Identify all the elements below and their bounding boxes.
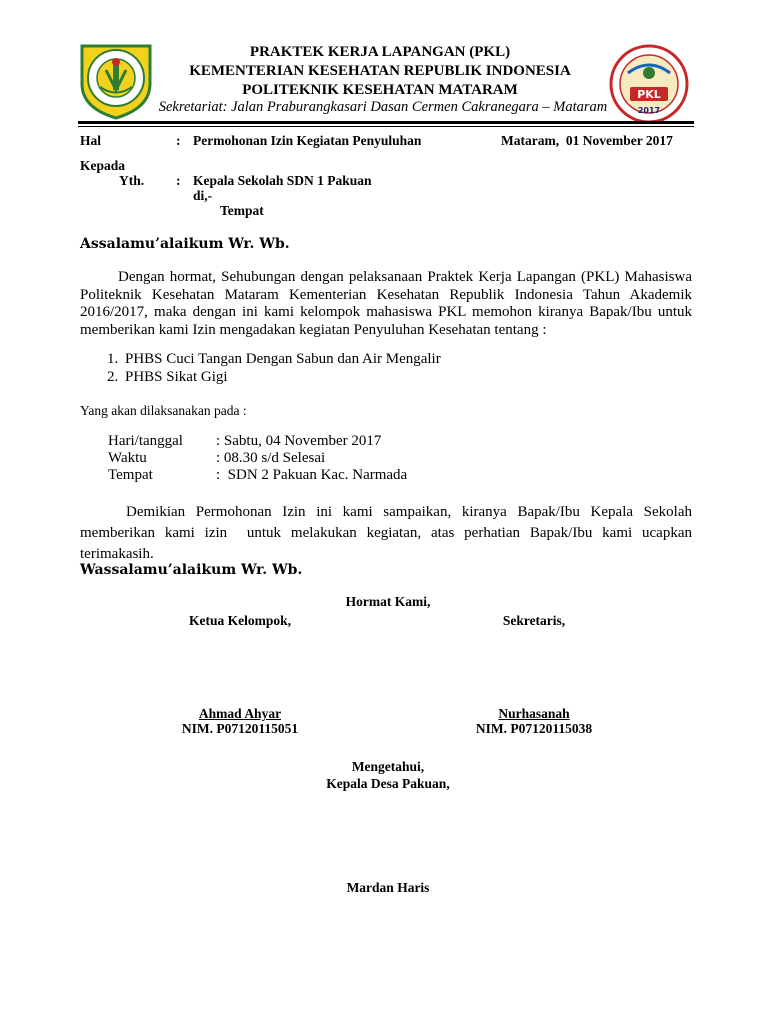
body-paragraph-1: [80, 269, 692, 339]
body-paragraph-2: [80, 502, 696, 565]
header-line-kemenkes: KEMENTERIAN KESEHATAN REPUBLIK INDONESIA: [189, 63, 571, 79]
schedule-label-place: Tempat: [108, 467, 153, 483]
left-signer-nim: NIM. P07120115051: [181, 721, 299, 736]
poltekkes-mataram-logo: [78, 40, 154, 120]
header-secretariat-address: Sekretariat: Jalan Praburangkasari Dasan Cermen Cakranegara – Mataram: [158, 99, 608, 115]
kades-title: Kepala Desa Pakuan,: [326, 776, 450, 791]
hal-label: Hal: [80, 133, 102, 148]
yth-label: Yth.: [119, 173, 145, 188]
schedule-intro: Yang akan dilaksanakan pada :: [80, 403, 247, 418]
schedule-value-date: : Sabtu, 04 November 2017: [216, 433, 382, 449]
kades-name: Mardan Haris: [346, 880, 430, 895]
header-line-poltekkes: POLITEKNIK KESEHATAN MATARAM: [242, 82, 518, 98]
schedule-label-time: Waktu: [108, 450, 147, 466]
svg-text:PKL: PKL: [637, 88, 661, 101]
closing: Wassalamu’alaikum Wr. Wb.: [80, 562, 303, 578]
left-signer-name: Ahmad Ahyar: [198, 706, 282, 721]
header-rule-thin: [78, 126, 694, 127]
topic-1-number: 1.: [107, 351, 119, 367]
recipient-tempat: Tempat: [220, 203, 264, 218]
schedule-label-date: Hari/tanggal: [108, 433, 183, 449]
left-signer-title: Ketua Kelompok,: [188, 613, 291, 628]
right-signer-name: Nurhasanah: [498, 706, 570, 721]
recipient: Kepala Sekolah SDN 1 Pakuan: [193, 173, 372, 188]
body-paragraph-1-text: Dengan hormat, Sehubungan dengan pelaksanaan Praktek Kerja Lapangan (PKL) Mahasiswa Politeknik Kesehatan Mataram Kementerian Kesehatan Republik Indonesia Tahun Akademik 2016/2017, maka dengan ini kami kelompok mahasiswa PKL memohon kiranya Bapak/Ibu untuk memberikan kami Izin mengadakan kegiatan Penyuluhan Kesehatan tentang :: [80, 269, 692, 338]
header-line-pkl: PRAKTEK KERJA LAPANGAN (PKL): [249, 44, 511, 60]
topic-1-text: PHBS Cuci Tangan Dengan Sabun dan Air Mengalir: [125, 351, 441, 367]
right-signer-title: Sekretaris,: [502, 613, 566, 628]
schedule-value-place: : SDN 2 Pakuan Kac. Narmada: [216, 467, 408, 483]
pkl-2017-logo: [608, 43, 690, 125]
body-paragraph-2-text: Demikian Permohonan Izin ini kami sampaikan, kiranya Bapak/Ibu Kepala Sekolah memberikan kami izin untuk melakukan kegiatan, atas perhatian Bapak/Ibu kami ucapkan terimakasih.: [80, 504, 696, 562]
hal-value: Permohonan Izin Kegiatan Penyuluhan: [193, 133, 422, 148]
schedule-value-time: : 08.30 s/d Selesai: [216, 450, 326, 466]
kepada-label: Kepada: [80, 158, 126, 173]
place-date: Mataram, 01 November 2017: [501, 133, 673, 148]
topic-2-text: PHBS Sikat Gigi: [125, 369, 228, 385]
yth-colon: :: [176, 173, 181, 188]
right-signer-nim: NIM. P07120115038: [475, 721, 593, 736]
hormat-kami: Hormat Kami,: [345, 594, 431, 609]
recipient-di: di,-: [193, 188, 213, 203]
svg-text:2017: 2017: [637, 106, 661, 115]
topic-2-number: 2.: [107, 369, 119, 385]
header-rule-thick: [78, 121, 694, 124]
greeting: Assalamu’alaikum Wr. Wb.: [80, 236, 290, 252]
mengetahui: Mengetahui,: [351, 759, 425, 774]
hal-colon: :: [176, 133, 181, 148]
